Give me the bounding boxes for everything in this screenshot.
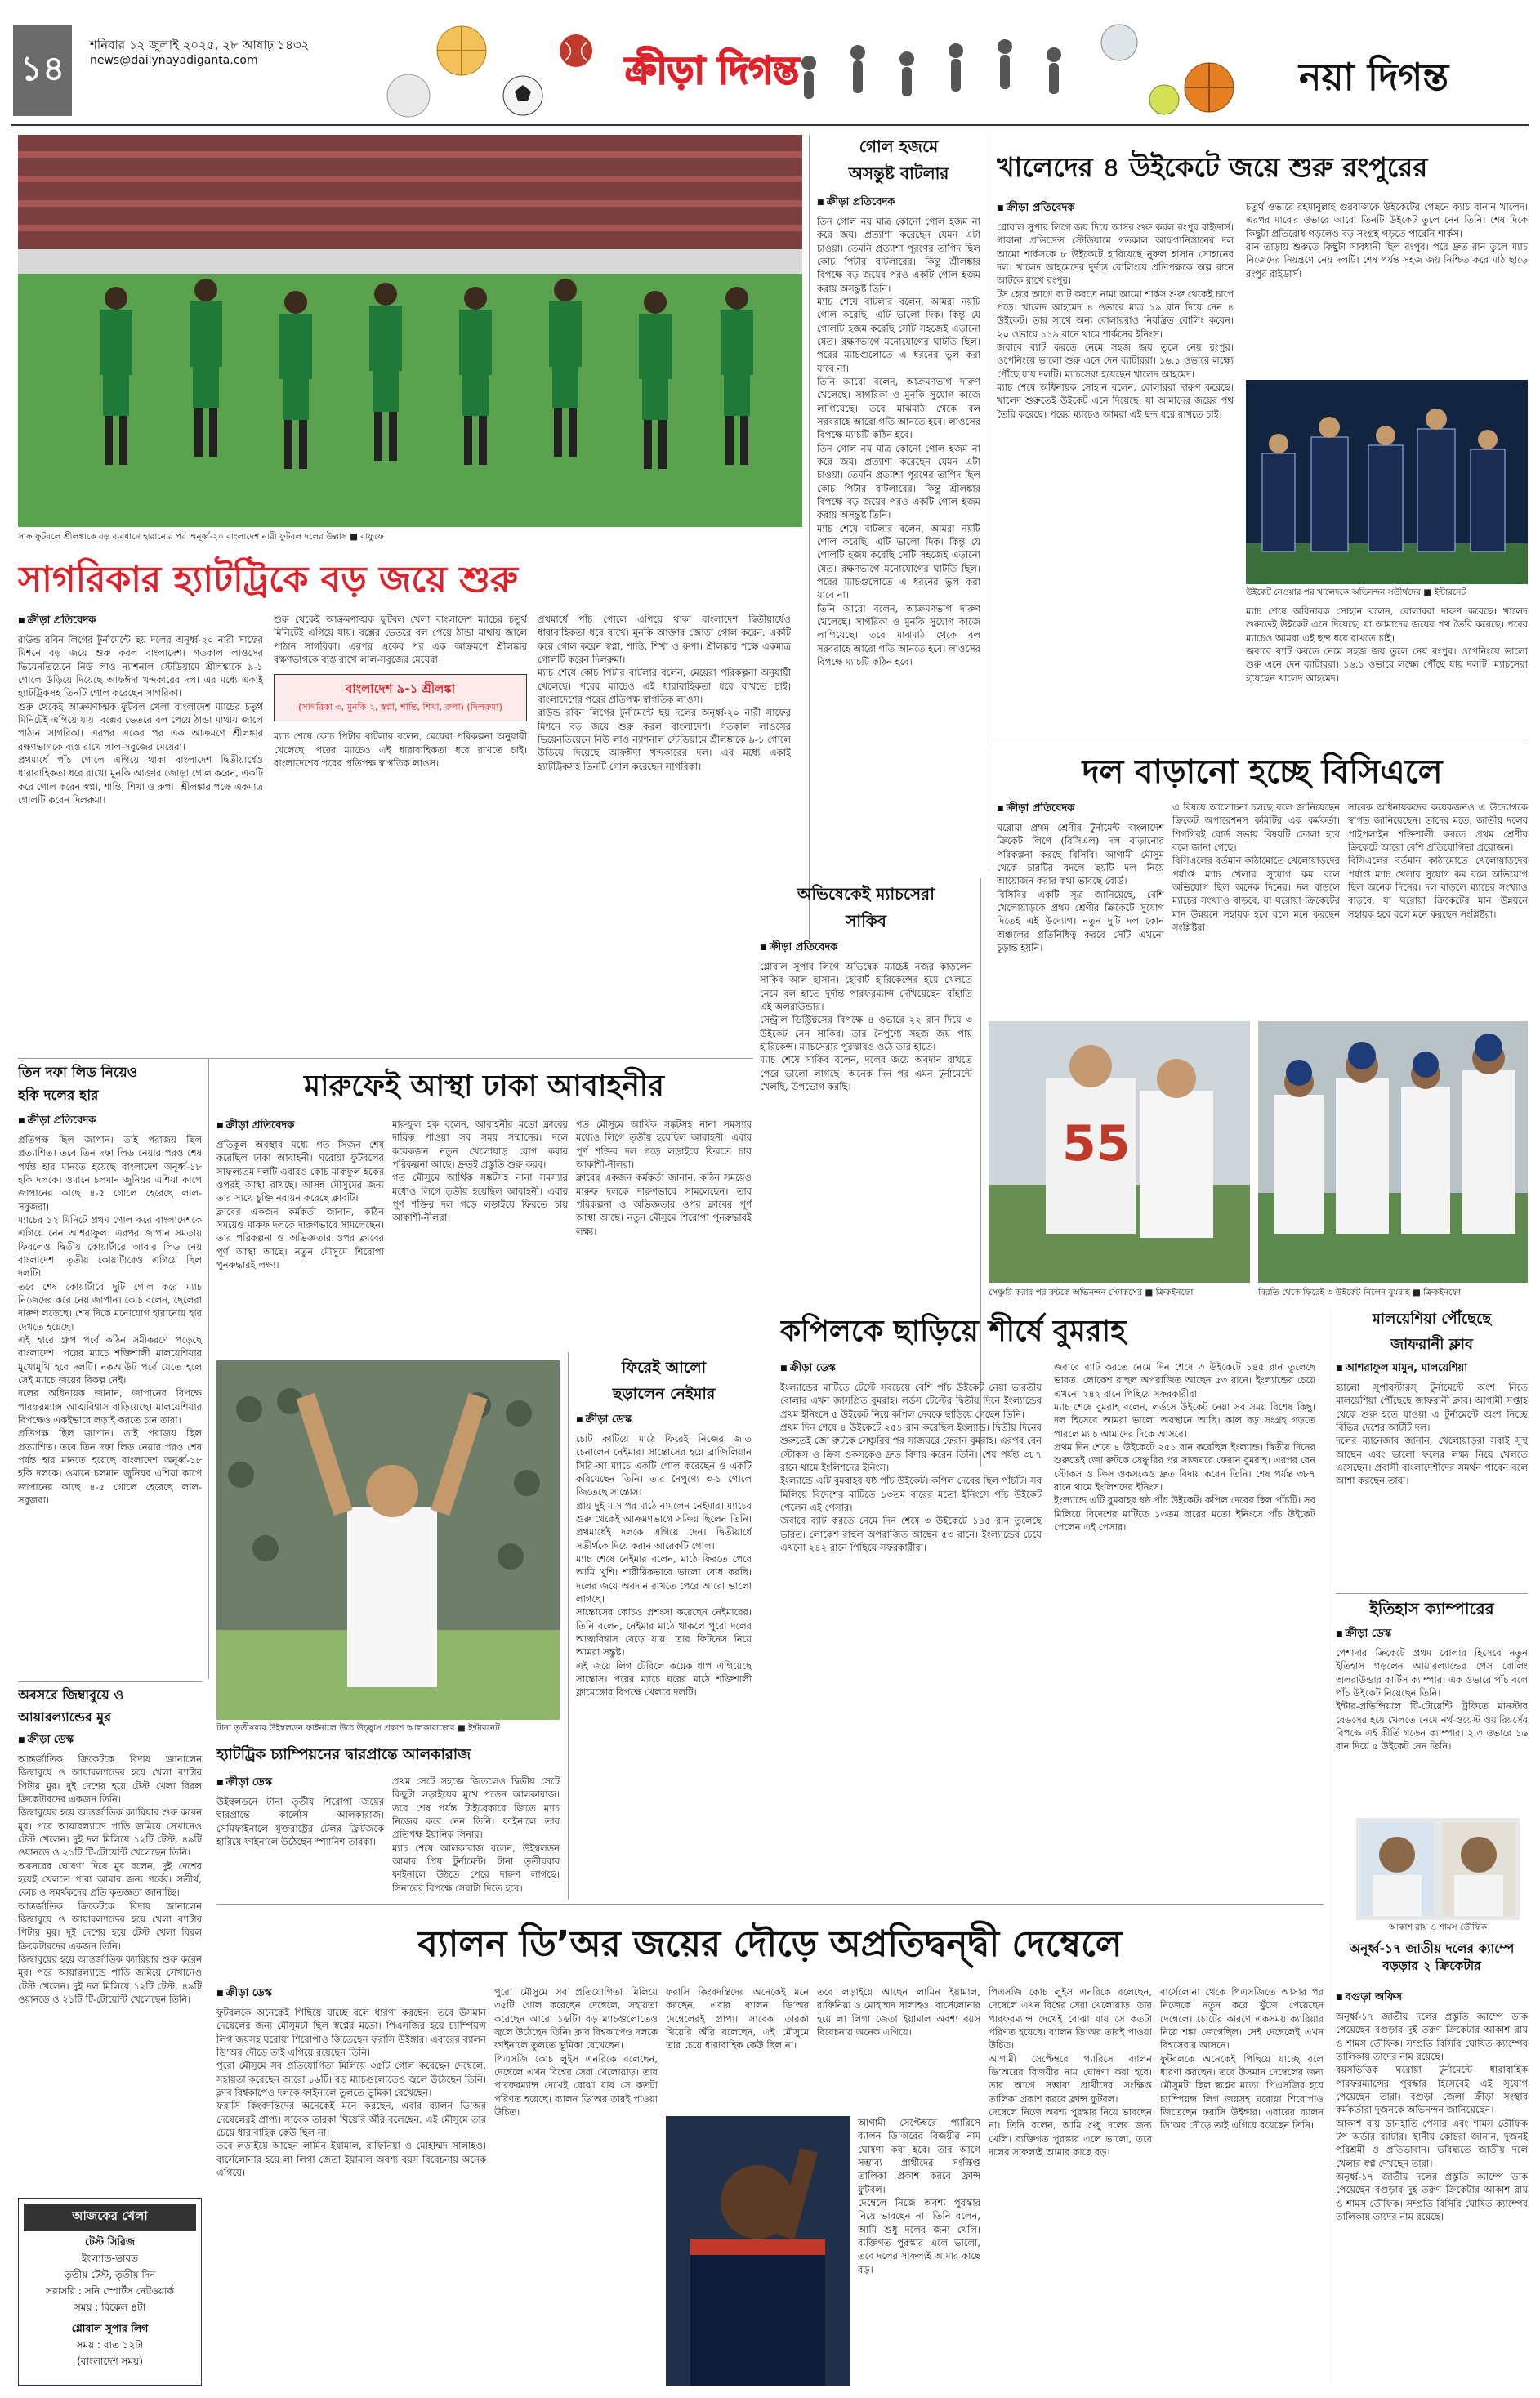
byline: ■ ক্রীড়া প্রতিবেদক [760, 940, 972, 957]
website-link[interactable]: news@dailynayadiganta.com [90, 54, 258, 67]
caption-text: সাফ ফুটবলে শ্রীলঙ্কাকে বড় ব্যবধানে হারানোর পর অনূর্ধ্ব-২০ বাংলাদেশ নারী ফুটবল দলের উল্লাস [18, 532, 347, 542]
bumrah-col-1 [780, 1360, 1042, 1777]
article-paragraph: তিনি আরো বলেন, আক্রমণভাগ দারুণ খেলেছে। সাগরিকা ও মুনকি সুযোগ কাজে লাগিয়েছে। তবে মাঝমাঠ থেকে বল সরবরাহে আরো গতি আনতে হবে। লাওসের বিপক্ষে ম্যাচটি কঠিন হবে। [817, 375, 980, 441]
test-photo-left-caption [989, 1287, 1250, 1300]
sagarika-col-3 [538, 613, 791, 1054]
section-title: ক্রীড়া দিগন্ত [625, 48, 799, 92]
bcl-col-2 [1172, 801, 1340, 1013]
section-divider [216, 1904, 1324, 1905]
sports-collage-icon [384, 18, 1266, 120]
article-paragraph: প্রথমার্ধে পাঁচ গোলে এগিয়ে থাকা বাংলাদেশ দ্বিতীয়ার্ধেও ধারাবাহিকতা ধরে রাখে। মুনকি আক্তার জোড়া গোল করেন, একটি করে গোল করেন স্বপ্না, শান্তি, শিখা ও রুপা। শ্রীলঙ্কার পক্ষে একমাত্র গোলটি করেন দিলরুমা। [538, 614, 791, 665]
headline-line-2: ছড়ালেন নেইমার [612, 1385, 716, 1403]
article-paragraph: জিম্বাবুয়ের হয়ে আন্তর্জাতিক ক্যারিয়ার শুরু করেন মুর। পরে আয়ারল্যান্ডে পাড়ি জমিয়ে সেখানেও টেস্ট খেলেন। দুই দল মিলিয়ে ১২টি টেস্ট, ৪৯টি ওয়ানডে ও ২১টি টি-টোয়েন্টি খেলেছেন তিনি। [18, 1953, 202, 2005]
article-paragraph: ইন্টার-প্রভিন্সিয়াল টি-টোয়েন্টি ট্রফিতে মানস্টার রেডসের হয়ে খেলতে নেমে নর্থ-ওয়েস্ট ওয়ারিয়র্সের বিপক্ষে এই কীর্তি গড়েন ক্যাম্পার। ২.৩ ওভারে ১৬ রান দিয়ে ৫ উইকেট নেন তিনি। [1336, 1700, 1528, 1753]
article-paragraph: পুরো মৌসুমে সব প্রতিযোগিতা মিলিয়ে ৩৫টি গোল করেছেন দেম্বেলে, সহায়তা করেছেন আরো ১৬টি। বড় ম্যাচগুলোতেও জ্বলে উঠেছেন তিনি। ক্লাব বিশ্বকাপেও দলকে ফাইনালে তুলতে ভূমিকা রেখেছেন। [494, 1986, 658, 2052]
two-cricketers-photo [1356, 1818, 1520, 1920]
article-paragraph: এ বিষয়ে আলোচনা চলছে বলে জানিয়েছেন ক্রিকেট অপারেশনস কমিটির এক কর্মকর্তা। শিগগিরই বোর্ড সভায় বিষয়টি তোলা হবে বলে জানা গেছে। [1172, 802, 1340, 853]
article-paragraph: রান তাড়ায় শুরুতে কিছুটা সাবধানী ছিল রংপুর। পরে দ্রুত রান তুলে ম্যাচ নিজেদের নিয়ন্ত্রণে নেয় দলটি। শেষ পর্যন্ত সহজ জয় নিশ্চিত করে মাঠ ছাড়ে রংপুর রাইডার্স। [1246, 240, 1528, 279]
article-paragraph: অনূর্ধ্ব-১৭ জাতীয় দলের প্রস্তুতি ক্যাম্পে ডাক পেয়েছেন বগুড়ার দুই তরুণ ক্রিকেটার আকাশ রায় ও শামস তৌফিক। সম্প্রতি বিসিবি ঘোষিত ক্যাম্পের তালিকায় তাদের নাম রয়েছে। [1336, 2170, 1528, 2222]
caption-text: উইকেট নেওয়ার পর খালেদকে অভিনন্দন সতীর্থদের [1246, 587, 1421, 597]
headline-jafrani[interactable] [1336, 1307, 1528, 1356]
article-paragraph: আগামী সেপ্টেম্বরে প্যারিসে ব্যালন ডি’অরের বিজয়ীর নাম ঘোষণা করা হবে। তার আগে সম্ভাব্য প্রার্থীদের সংক্ষিপ্ত তালিকা প্রকাশ করবে ফ্রান্স ফুটবল। [858, 2117, 980, 2195]
article-paragraph: চোট কাটিয়ে মাঠে ফিরেই নিজের জাত চেনালেন নেইমার। সান্তোসের হয়ে ব্রাজিলিয়ান সিরি-আ ম্যাচে একটি গোল করেছেন ও একটি করিয়েছেন তিনি। তার নৈপুণ্যে ৩-১ গোলে জিতেছে সান্তোস। [576, 1433, 752, 1498]
root-stokes-photo [989, 1021, 1250, 1283]
headline-line-1: অভিষেকেই ম্যাচসেরা [797, 884, 935, 904]
box-line: সময় : বিকেল ৪টা [74, 2302, 146, 2313]
bumrah-col-2 [1054, 1360, 1315, 1777]
article-paragraph: শুরু থেকেই আক্রমণাত্মক ফুটবল খেলা বাংলাদেশ ম্যাচের চতুর্থ মিনিটেই এগিয়ে যায়। বক্সের ভেতরে বল পেয়ে ঠান্ডা মাথায় জালে পাঠান সাগরিকা। এরপর একের পর এক আক্রমণে শ্রীলঙ্কার রক্ষণভাগকে ব্যস্ত রাখে লাল-সবুজের মেয়েরা। [18, 700, 263, 752]
sagarika-col-1 [18, 613, 263, 1054]
article-paragraph: ম্যাচ শেষে অধিনায়ক সোহান বলেন, বোলাররা দারুণ করেছে। খালেদ শুরুতেই উইকেট এনে দিয়েছে, যা আমাদের জয়ের পথ তৈরি করেছে। পরের ম্যাচেও আমরা এই ছন্দ ধরে রাখতে চাই। [1246, 605, 1528, 644]
article-paragraph: টস হেরে আগে ব্যাট করতে নামা আমো শার্কস শুরু থেকেই চাপে পড়ে। খালেদ আহমেদ ৪ ওভারে মাত্র ১৯ রান দিয়ে নেন ৪ উইকেট। তার সাথে অন্য বোলাররাও নিয়ন্ত্রিত বোলিং করেন। ২০ ওভারে ১১৯ রানে থামে শার্কসের ইনিংস। [997, 288, 1234, 340]
article-paragraph: আগামী সেপ্টেম্বরে প্যারিসে ব্যালন ডি’অরের বিজয়ীর নাম ঘোষণা করা হবে। তার আগে সম্ভাব্য প্রার্থীদের সংক্ষিপ্ত তালিকা প্রকাশ করবে ফ্রান্স ফুটবল। [989, 2052, 1152, 2105]
headline-text: খালেদের ৪ উইকেটে জয়ে শুরু রংপুরের [997, 151, 1428, 183]
headline-hockey[interactable] [18, 1062, 202, 1111]
dembele-col-2 [494, 1985, 658, 2386]
sakib-col [760, 940, 972, 1160]
article-paragraph: উইম্বলডনে টানা তৃতীয় শিরোপা জয়ের দ্বারপ্রান্তে কার্লোস আলকারাজ। সেমিফাইনালে যুক্তরাষ্ট্রের টেলর ফ্রিটজকে হারিয়ে ফাইনালে উঠেছেন স্প্যানিশ তারকা। [216, 1796, 384, 1847]
headline-line-1: তিন দফা লিড নিয়েও [18, 1065, 138, 1081]
photo-credit: ক্রিকইনফো [1155, 1288, 1194, 1297]
article-paragraph: ম্যাচ শেষে বাটলার বলেন, আমরা নয়টি গোল করেছি, এটি ভালো দিক। কিন্তু যে গোলটি হজম করেছি সেটি সহজেই এড়ানো যেত। রক্ষণভাগে মনোযোগের ঘাটতি ছিল। পরের ম্যাচগুলোতে এ ধরনের ভুল করা যাবে না। [817, 295, 980, 374]
bcl-col-3 [1348, 801, 1528, 1013]
article-paragraph: ক্লাবের একজন কর্মকর্তা জানান, কঠিন সময়েও মারুফ দলকে দারুণভাবে সামলেছেন। তার পরিকল্পনা ও অভিজ্ঞতার ওপর ক্লাবের পূর্ণ আস্থা আছে। নতুন মৌসুমে শিরোপা পুনরুদ্ধারই লক্ষ্য। [216, 1205, 384, 1270]
article-paragraph: পেশাদার ক্রিকেটে প্রথম বোলার হিসেবে নতুন ইতিহাস গড়লেন আয়ারল্যান্ডের পেস বোলিং অলরাউন্ডার কার্টিস ক্যাম্পার। এক ওভারে পাঁচ বলে পাঁচ উইকেট নিয়েছেন তিনি। [1336, 1647, 1528, 1699]
byline: ■ ক্রীড়া ডেস্ক [1336, 1626, 1528, 1643]
article-paragraph: প্রতিপক্ষ ছিল জাপান। তাই পরাজয় ছিল প্রত্যাশিত। তবে তিন দফা লিড নেয়ার পরও শেষ পর্যন্ত হার মানতে হয়েছে বাংলাদেশ অনূর্ধ্ব-১৮ হকি দলকে। ওমানে চলমান জুনিয়র এশিয়া কাপে জাপানের কাছে ৪-৫ গোলে হেরেছে লাল-সবুজরা। [18, 1134, 202, 1212]
article-paragraph: ম্যাচ শেষে সাকিব বলেন, দলের জয়ে অবদান রাখতে পেরে ভালো লাগছে। অনেক দিন পর এমন টুর্নামেন্টে খেলছি, উপভোগ করছি। [760, 1054, 972, 1092]
article-paragraph: ম্যাচ শেষে আলকারাজ বলেন, উইম্বলডন আমার প্রিয় টুর্নামেন্ট। টানা তৃতীয়বার ফাইনালে উঠতে পেরে দারুণ লাগছে। সিনারের বিপক্ষে সেরাটা দিতে হবে। [392, 1842, 560, 1894]
byline-location: মালয়েশিয়া [1421, 1362, 1467, 1374]
article-paragraph: গত মৌসুমে আর্থিক সঙ্কটসহ নানা সমস্যার মধ্যেও লিগে তৃতীয় হয়েছিল আবাহনী। এবার পূর্ণ শক্তির দল গড়ে লড়াইয়ে ফিরতে চায় আকাশী-নীলরা। [392, 1172, 568, 1224]
article-paragraph: দলের ম্যানেজার জানান, খেলোয়াড়রা সবাই সুস্থ আছেন এবং ভালো ফলের লক্ষ্য নিয়ে খেলতে এসেছেন। প্রবাসী বাংলাদেশীদের সমর্থন পাবেন বলে আশা করছেন তারা। [1336, 1435, 1528, 1487]
article-paragraph: তবে লড়াইয়ে আছেন লামিন ইয়ামাল, রাফিনিয়া ও মোহাম্মদ সালাহও। বার্সেলোনার হয়ে লা লিগা জেতা ইয়ামাল অবশ্য বয়স বিবেচনায় অনেক এগিয়ে। [216, 2140, 486, 2178]
marufe-col-2 [392, 1118, 568, 1355]
article-paragraph: ম্যাচ শেষে কোচ পিটার বাটলার বলেন, মেয়েরা পরিকল্পনা অনুযায়ী খেলেছে। পরের ম্যাচেও এই ধারাবাহিকতা ধরে রাখতে চাই। বাংলাদেশের পরের প্রতিপক্ষ স্বাগতিক লাওস। [538, 667, 791, 705]
photo-credit: ইন্টারনেট [468, 1723, 500, 1733]
score-box [274, 674, 527, 721]
article-paragraph: রাউন্ড রবিন লিগের টুর্নামেন্টে ছয় দলের অনূর্ধ্ব-২০ নারী সাফের মিশনে বড় জয়ে শুরু করল বাংলাদেশ। গতকাল লাওসের ভিয়েনতিয়েনে নিউ লাও ন্যাশনাল স্টেডিয়ামে শ্রীলঙ্কাকে ৯-১ গোলে উড়িয়ে দিয়েছে আফঈদা খন্দকারের দল। এর মধ্যে একাই হ্যাটট্রিকসহ তিনটি গোল করেছেন সাগরিকা। [18, 634, 263, 699]
top-photo-caption [18, 531, 802, 546]
football-team-photo [18, 135, 802, 527]
headline-itihas[interactable] [1336, 1597, 1528, 1625]
caption-text: টানা তৃতীয়বার উইম্বলডন ফাইনালে উঠে উচ্ছ্বাস প্রকাশ আলকারাজের [216, 1723, 455, 1733]
camera-icon: ■ [1423, 587, 1435, 597]
byline: ■ বগুড়া অফিস [1336, 1989, 1528, 2007]
rangpur-photo-caption [1246, 587, 1528, 600]
test-photo-left [989, 1021, 1250, 1283]
article-paragraph: আন্তর্জাতিক ক্রিকেটকে বিদায় জানালেন জিম্বাবুয়ে ও আয়ারল্যান্ডের হয়ে খেলা ব্যাটার পিটার মুর। দুই দেশের হয়ে টেস্ট খেলা বিরল ক্রিকেটারদের একজন তিনি। [18, 1753, 202, 1805]
caption-text: বিরতি থেকে ফিরেই ৩ উইকেট নিলেন বুমরাহ [1258, 1288, 1410, 1297]
article-paragraph: জবাবে ব্যাট করতে নেমে সহজ জয় তুলে নেয় রংপুর। ওপেনিংয়ে ভালো শুরু এনে দেন ব্যাটাররা। ১৬.১ ওভারে লক্ষ্যে পৌঁছে যায় দলটি। ম্যাচসেরা হয়েছেন খালেদ আহমেদ। [1246, 645, 1528, 684]
article-paragraph: ইংল্যান্ডে এটি বুমরাহর ষষ্ঠ পাঁচ উইকেট। কপিল দেবের ছিল পাঁচটি। সব মিলিয়ে বিদেশের মাটিতে ১৩তম বারের মতো ইনিংসে পাঁচ উইকেট পেলেন এই পেসার। [780, 1475, 1042, 1513]
article-paragraph: তিন গোল নয় মাত্র কোনো গোল হজম না করে জয়। প্রত্যাশা করেছেন যেমন এটা চাওয়া। তেমনি প্রত্যাশা পূরণের তাগিদ ছিল কোচ পিটার বাটলারের। কিন্তু শ্রীলঙ্কার বিপক্ষে বড় জয়ের পরও একটি গোল হজম করায় অসন্তুষ্ট তিনি। [817, 216, 980, 294]
headline-bumrah[interactable] [780, 1307, 1324, 1356]
article-paragraph: প্রথম দিন শেষে ৪ উইকেটে ২৫১ রান করেছিল ইংল্যান্ড। দ্বিতীয় দিনের শুরুতেই জো রুটকে সেঞ্চুরির পর সাজঘরে ফেরান বুমরাহ। এরপর বেন স্টোকস ও ক্রিস ওকসকেও দ্রুত বিদায় করেন তিনি। শেষ পর্যন্ত ৩৮৭ রানে থামে ইংলিশদের ইনিংস। [1054, 1440, 1315, 1493]
marufe-col-3 [576, 1118, 752, 1355]
headline-bcl[interactable] [997, 748, 1528, 797]
headline-text: মারুফেই আস্থা ঢাকা আবাহনীর [304, 1069, 664, 1103]
article-paragraph: বয়সভিত্তিক ঘরোয়া টুর্নামেন্টে ধারাবাহিক পারফরম্যান্সের পুরস্কার হিসেবেই এই সুযোগ পেয়েছেন তারা। বগুড়া জেলা ক্রীড়া সংস্থার কর্মকর্তারা দুজনকে অভিনন্দন জানিয়েছেন। [1336, 2064, 1528, 2116]
article-paragraph: ম্যাচের ১২ মিনিটে প্রথম গোল করে বাংলাদেশকে এগিয়ে নেন আশরাফুল। এরপর জাপান সমতায় ফিরলেও দ্বিতীয় কোয়ার্টারে আবার লিড নেয় বাংলাদেশ। তৃতীয় কোয়ার্টারেও এগিয়ে ছিল দলটি। [18, 1213, 202, 1279]
headline-neymar[interactable] [576, 1356, 752, 1409]
box-line: ইংল্যান্ড-ভারত [81, 2253, 139, 2264]
box-line: সরাসরি : সনি স্পোর্টস নেটওয়ার্ক [46, 2285, 174, 2297]
byline: ■ ক্রীড়া প্রতিবেদক [997, 200, 1234, 217]
byline: ■ ক্রীড়া ডেস্ক [216, 1985, 486, 2003]
article-paragraph: গত মৌসুমে আর্থিক সঙ্কটসহ নানা সমস্যার মধ্যেও লিগে তৃতীয় হয়েছিল আবাহনী। এবার পূর্ণ শক্তির দল গড়ে লড়াইয়ে ফিরতে চায় আকাশী-নীলরা। [576, 1119, 752, 1170]
headline-text: অনূর্ধ্ব-১৭ জাতীয় দলের ক্যাম্পে বড়ড়ার ২ ক্রিকেটার [1349, 1941, 1515, 1973]
article-paragraph: বিসিবির একটি সূত্র জানিয়েছে, বেশি খেলোয়াড়কে প্রথম শ্রেণীর ক্রিকেটে সুযোগ দিতেই এই উদ্যোগ। নতুন দুটি দল কোন অঞ্চলের প্রতিনিধিত্ব করবে সেটি এখনো চূড়ান্ত হয়নি। [997, 888, 1164, 953]
headline-rangpur[interactable] [997, 143, 1528, 192]
u17-photo [1356, 1818, 1520, 1920]
jafrani-col [1336, 1360, 1528, 1589]
scorers-line: (সাগরিকা ৩, মুনকি ২, স্বপ্না, শান্তি, শিখা, রুপা) (দিলরুমা) [298, 702, 502, 713]
headline-line-2: জাফরানী ক্লাব [1390, 1336, 1474, 1353]
article-paragraph: দেম্বেলে নিজে অবশ্য পুরস্কার নিয়ে ভাবছেন না। তিনি বলেন, আমি শুধু দলের জন্য খেলি। ব্যক্তিগত পুরস্কার এলে ভালো, তবে দলের সাফল্যই আমার কাছে বড়। [989, 2106, 1152, 2158]
headline-butler[interactable] [817, 135, 980, 192]
article-paragraph: বিসিএলের বর্তমান কাঠামোতে খেলোয়াড়দের পর্যাপ্ত ম্যাচ খেলার সুযোগ কম বলে অভিযোগ ছিল অনেক দিনের। দল বাড়লে ম্যাচের সংখ্যাও বাড়বে, যা ঘরোয়া ক্রিকেটের মান উন্নয়নে সহায়ক হবে বলে মনে করছেন সংশ্লিষ্টরা। [1348, 855, 1528, 920]
article-paragraph: রাউন্ড রবিন লিগের টুর্নামেন্টে ছয় দলের অনূর্ধ্ব-২০ নারী সাফের মিশনে বড় জয়ে শুরু করল বাংলাদেশ। গতকাল লাওসের ভিয়েনতিয়েনে নিউ লাও ন্যাশনাল স্টেডিয়ামে শ্রীলঙ্কাকে ৯-১ গোলে উড়িয়ে দিয়েছে আফঈদা খন্দকারের দল। এর মধ্যে একাই হ্যাটট্রিকসহ তিনটি গোল করেছেন সাগরিকা। [538, 707, 791, 772]
top-photo-football [18, 135, 802, 527]
article-paragraph: বিসিএলের বর্তমান কাঠামোতে খেলোয়াড়দের পর্যাপ্ত ম্যাচ খেলার সুযোগ কম বলে অভিযোগ ছিল অনেক দিনের। দল বাড়লে ম্যাচের সংখ্যাও বাড়বে, যা ঘরোয়া ক্রিকেটের মান উন্নয়নে সহায়ক হবে বলে মনে করছেন সংশ্লিষ্টরা। [1172, 855, 1340, 933]
camera-icon: ■ [1412, 1288, 1424, 1297]
headline-text: ইতিহাস ক্যাম্পারের [1369, 1599, 1494, 1619]
headline-line-1: অবসরে জিম্বাবুয়ে ও [18, 1687, 124, 1703]
article-paragraph: সান্তোসের কোচও প্রশংসা করেছেন নেইমারের। তিনি বলেন, নেইমার মাঠে থাকলে পুরো দলের আত্মবিশ্বাস বেড়ে যায়। তার ফিটনেস নিয়ে আমরা সন্তুষ্ট। [576, 1606, 752, 1659]
article-paragraph: তবে লড়াইয়ে আছেন লামিন ইয়ামাল, রাফিনিয়া ও মোহাম্মদ সালাহও। বার্সেলোনার হয়ে লা লিগা জেতা ইয়ামাল অবশ্য বয়স বিবেচনায় অনেক এগিয়ে। [817, 1986, 980, 2038]
article-paragraph: জিম্বাবুয়ের হয়ে আন্তর্জাতিক ক্যারিয়ার শুরু করেন মুর। পরে আয়ারল্যান্ডে পাড়ি জমিয়ে সেখানেও টেস্ট খেলেন। দুই দল মিলিয়ে ১২টি টেস্ট, ৪৯টি ওয়ানডে ও ২১টি টি-টোয়েন্টি খেলেছেন তিনি। [18, 1806, 202, 1859]
headline-sakib[interactable] [760, 882, 972, 940]
dembele-photo-image [666, 2116, 850, 2386]
dembele-col-7 [1160, 1985, 1324, 2386]
article-paragraph: প্রতিপক্ষ ছিল জাপান। তাই পরাজয় ছিল প্রত্যাশিত। তবে তিন দফা লিড নেয়ার পরও শেষ পর্যন্ত হার মানতে হয়েছে বাংলাদেশ অনূর্ধ্ব-১৮ হকি দলকে। ওমানে চলমান জুনিয়র এশিয়া কাপে জাপানের কাছে ৪-৫ গোলে হেরেছে লাল-সবুজরা। [18, 1427, 202, 1506]
dembele-col-6 [989, 1985, 1152, 2386]
headline-line-1: গোল হজমে [859, 136, 939, 156]
caption-text: সেঞ্চুরি করার পর রুটকে অভিনন্দন স্টোকসের [989, 1288, 1143, 1297]
section-banner [384, 18, 1266, 120]
svg-text:55: 55 [1062, 1115, 1131, 1172]
byline: ■ ক্রীড়া ডেস্ক [216, 1775, 384, 1792]
article-paragraph: প্রথমার্ধে পাঁচ গোলে এগিয়ে থাকা বাংলাদেশ দ্বিতীয়ার্ধেও ধারাবাহিকতা ধরে রাখে। মুনকি আক্তার জোড়া গোল করেন, একটি করে গোল করেন স্বপ্না, শান্তি, শিখা ও রুপা। শ্রীলঙ্কার পক্ষে একমাত্র গোলটি করেন দিলরুমা। [18, 753, 263, 806]
article-paragraph: তবে শেষ কোয়ার্টারে দুটি গোল করে ম্যাচ নিজেদের করে নেয় জাপান। কোচ বলেন, ছেলেরা দারুণ লড়েছে। শেষ দিকে মনোযোগ হারানোয় হার দেখতে হয়েছে। [18, 1280, 202, 1333]
headline-text: দল বাড়ানো হচ্ছে বিসিএলে [1082, 753, 1443, 791]
headline-text: হ্যাটট্রিক চ্যাম্পিয়নের দ্বারপ্রান্তে আলকারাজ [216, 1746, 471, 1763]
article-paragraph: ক্লাবের একজন কর্মকর্তা জানান, কঠিন সময়েও মারুফ দলকে দারুণভাবে সামলেছেন। তার পরিকল্পনা ও অভিজ্ঞতার ওপর ক্লাবের পূর্ণ আস্থা আছে। নতুন মৌসুমে শিরোপা পুনরুদ্ধারই লক্ষ্য। [576, 1172, 752, 1237]
headline-dembele[interactable] [216, 1912, 1324, 1977]
article-paragraph: শুরু থেকেই আক্রমণাত্মক ফুটবল খেলা বাংলাদেশ ম্যাচের চতুর্থ মিনিটেই এগিয়ে যায়। বক্সের ভেতরে বল পেয়ে ঠান্ডা মাথায় জালে পাঠান সাগরিকা। এরপর একের পর এক আক্রমণে শ্রীলঙ্কার রক্ষণভাগকে ব্যস্ত রাখে লাল-সবুজের মেয়েরা। [274, 614, 527, 665]
byline: ■ ক্রীড়া ডেস্ক [780, 1360, 1042, 1378]
headline-u17[interactable] [1336, 1940, 1528, 1986]
headline-line-2: আয়ারল্যান্ডের মুর [18, 1709, 111, 1725]
paper-logo: নয়া দিগন্ত [1299, 55, 1449, 99]
todays-games-box [18, 2198, 202, 2386]
alcaraz-photo-caption [216, 1722, 560, 1735]
rangpur-col-2 [1246, 200, 1528, 376]
article-paragraph: জবাবে ব্যাট করতে নেমে সহজ জয় তুলে নেয় রংপুর। ওপেনিংয়ে ভালো শুরু এনে দেন ব্যাটাররা। ১৬.১ ওভারে লক্ষ্যে পৌঁছে যায় দলটি। ম্যাচসেরা হয়েছেন খালেদ আহমেদ। [997, 341, 1234, 380]
camera-icon: ■ [350, 532, 361, 542]
article-paragraph: জবাবে ব্যাট করতে নেমে দিন শেষে ৩ উইকেটে ১৪৫ রান তুলেছে ভারত। লোকেশ রাহুল অপরাজিত আছেন ৫৩ রানে। ইংল্যান্ডের চেয়ে এখনো ২৪২ রানে পিছিয়ে সফরকারীরা। [1054, 1361, 1315, 1400]
byline: ■ ক্রীড়া প্রতিবেদক [216, 1118, 384, 1135]
article-paragraph: প্রথম দিন শেষে ৪ উইকেটে ২৫১ রান করেছিল ইংল্যান্ড। দ্বিতীয় দিনের শুরুতেই জো রুটকে সেঞ্চুরির পর সাজঘরে ফেরান বুমরাহ। এরপর বেন স্টোকস ও ক্রিস ওকসকেও দ্রুত বিদায় করেন তিনি। শেষ পর্যন্ত ৩৮৭ রানে থামে ইংলিশদের ইনিংস। [780, 1421, 1042, 1473]
article-paragraph: আকাশ রায় ডানহাতি পেসার এবং শামস তৌফিক টপ অর্ডার ব্যাটার। স্থানীয় কোচরা জানান, দুজনই পরিশ্রমী ও প্রতিভাবান। ভবিষ্যতে জাতীয় দলে খেলার স্বপ্ন দেখছেন তারা। [1336, 2117, 1528, 2169]
article-paragraph: প্রায় দুই মাস পর মাঠে নামলেন নেইমার। ম্যাচের শুরু থেকেই আক্রমণভাগে সক্রিয় ছিলেন তিনি। প্রথমার্ধেই দলকে এগিয়ে দেন। দ্বিতীয়ার্ধে সতীর্থকে দিয়ে করান আরেকটি গোল। [576, 1499, 752, 1552]
byline: ■ আশরাফুল মামুন, মালয়েশিয়া [1336, 1360, 1528, 1378]
dembele-col-3 [666, 1985, 809, 2116]
itihas-col [1336, 1626, 1528, 1806]
headline-line-2: হকি দলের হার [18, 1087, 99, 1104]
byline: ■ ক্রীড়া প্রতিবেদক [997, 801, 1164, 818]
article-paragraph: অনূর্ধ্ব-১৭ জাতীয় দলের প্রস্তুতি ক্যাম্পে ডাক পেয়েছেন বগুড়ার দুই তরুণ ক্রিকেটার আকাশ রায় ও শামস তৌফিক। সম্প্রতি বিসিবি ঘোষিত ক্যাম্পের তালিকায় তাদের নাম রয়েছে। [1336, 2011, 1528, 2062]
alcaraz-celebration-photo [216, 1360, 560, 1720]
test-photo-right [1258, 1021, 1528, 1283]
article-paragraph: ম্যাচ শেষে অধিনায়ক সোহান বলেন, বোলাররা দারুণ করেছে। খালেদ শুরুতেই উইকেট এনে দিয়েছে, যা আমাদের জয়ের পথ তৈরি করেছে। পরের ম্যাচেও আমরা এই ছন্দ ধরে রাখতে চাই। [997, 381, 1234, 420]
page-header [0, 0, 1540, 123]
article-paragraph: দেম্বেলে নিজে অবশ্য পুরস্কার নিয়ে ভাবছেন না। তিনি বলেন, আমি শুধু দলের জন্য খেলি। ব্যক্তিগত পুরস্কার এলে ভালো, তবে দলের সাফল্যই আমার কাছে বড়। [858, 2196, 980, 2275]
article-paragraph: এই হারে গ্রুপ পর্বে কঠিন সমীকরণে পড়েছে বাংলাদেশ। পরের ম্যাচে শক্তিশালী মালয়েশিয়ার মুখোমুখি হবে দলটি। নকআউট পর্বে যেতে হলে সেই ম্যাচে জয়ের বিকল্প নেই। [18, 1333, 202, 1386]
neymar-col-1 [576, 1412, 752, 1898]
byline: ■ ক্রীড়া প্রতিবেদক [18, 1113, 202, 1130]
dembele-col-4 [817, 1985, 980, 2116]
article-paragraph: ফরাসি কিংবদন্তিদের অনেকেই মনে করছেন, এবার ব্যালন ডি’অর দেম্বেলেরই প্রাপ্য। সাবেক তারকা থিয়েরি অঁরি বলেছেন, এই মৌসুমে তার চেয়ে ধারাবাহিক কেউ ছিল না। [666, 1986, 809, 2052]
article-paragraph: প্রতিকূল অবস্থার মধ্যে গত সিজন শেষ করেছিল ঢাকা আবাহনী। ঘরোয়া ফুটবলের সাফল্যতম দলটি এবারও কোচ মারুফুল হকের ওপরই আস্থা রাখছে। আসন্ন মৌসুমের জন্য তার সাথে চুক্তি নবায়ন করেছে ক্লাবটি। [216, 1139, 384, 1204]
article-paragraph: বার্সেলোনা থেকে পিএসজিতে আসার পর নিজেকে নতুন করে খুঁজে পেয়েছেন দেম্বেলে। চোটের কারণে একসময় ক্যারিয়ার নিয়ে শঙ্কা জেগেছিল। সেই দেম্বেলেই এখন বিশ্বসেরার আসনে। [1160, 1986, 1324, 2052]
article-paragraph: অবসরের ঘোষণা দিয়ে মুর বলেন, দুই দেশের হয়েই খেলতে পারা আমার জন্য গর্বের। সতীর্থ, কোচ ও সমর্থকদের প্রতি কৃতজ্ঞতা জানাচ্ছি। [18, 1860, 202, 1899]
article-paragraph: গ্লোবাল সুপার লিগে জয় দিয়ে আসর শুরু করল রংপুর রাইডার্স। গায়ানা প্রভিডেন্স স্টেডিয়ামে গতকাল আফগানিস্তানের দল আমো শার্কসকে ৮ উইকেটে হারিয়েছে নুরুল হাসান সোহানের দল। খালেদ আহমেদের দুর্দান্ত বোলিংয়ে প্রতিপক্ষকে অল্প রানে আটকে রাখে রংপুর। [997, 221, 1234, 287]
article-paragraph: ম্যাচ শেষে কোচ পিটার বাটলার বলেন, মেয়েরা পরিকল্পনা অনুযায়ী খেলেছে। পরের ম্যাচেও এই ধারাবাহিকতা ধরে রাখতে চাই। বাংলাদেশের পরের প্রতিপক্ষ স্বাগতিক লাওস। [274, 730, 527, 769]
article-paragraph: এই জয়ে লিগ টেবিলে কয়েক ধাপ এগিয়েছে সান্তোস। পরের ম্যাচে ঘরের মাঠে শক্তিশালী ফ্লামেঙ্গোর বিপক্ষে খেলবে দলটি। [576, 1659, 752, 1699]
bcl-col-1 [997, 801, 1164, 1013]
box-line: গ্লোবাল সুপার লিগ [71, 2322, 149, 2334]
dembele-photo [666, 2116, 850, 2386]
rangpur-col-1 [997, 200, 1234, 739]
byline: ■ ক্রীড়া প্রতিবেদক [817, 194, 980, 212]
article-paragraph: জবাবে ব্যাট করতে নেমে দিন শেষে ৩ উইকেটে ১৪৫ রান তুলেছে ভারত। লোকেশ রাহুল অপরাজিত আছেন ৫৩ রানে। ইংল্যান্ডের চেয়ে এখনো ২৪২ রানে পিছিয়ে সফরকারীরা। [780, 1515, 1042, 1553]
headline-text: কপিলকে ছাড়িয়ে শীর্ষে বুমরাহ [780, 1315, 1127, 1348]
headline-text: সাগরিকার হ্যাটট্রিকে বড় জয়ে শুরু [18, 559, 518, 601]
article-paragraph: পিএসজি কোচ লুইস এনরিকে বলেছেন, দেম্বেলে এখন বিশ্বের সেরা খেলোয়াড়। তার পারফরম্যান্স দেখেই বোঝা যায় সে কতটা পরিণত হয়েছে। ব্যালন ডি’অর তারই পাওয়া উচিত। [494, 2052, 658, 2118]
box-line: টেস্ট সিরিজ [84, 2235, 136, 2248]
header-divider [11, 124, 1529, 126]
section-divider [18, 1058, 753, 1059]
headline-sagarika[interactable] [18, 556, 802, 605]
article-paragraph: ফুটবলকে অনেকেই পিছিয়ে যাচ্ছে বলে ধারণা করছেন। তবে উসমান দেম্বেলের জন্য মৌসুমটা ছিল স্বপ্নের মতো। পিএসজির হয়ে চ্যাম্পিয়ন্স লিগ জয়সহ ঘরোয়া শিরোপাও জিতেছেন ফরাসি উইঙ্গার। এবারের ব্যালন ডি’অর দৌড়ে তাই এগিয়ে রয়েছেন তিনি। [1160, 2052, 1324, 2132]
article-paragraph: ম্যাচ শেষে বুমরাহ বলেন, লর্ডসে উইকেট নেয়া সব সময় বিশেষ কিছু। দল হিসেবে আমরা ভালো অবস্থানে আছি। কাল বড় সংগ্রহ গড়তে পারলে ম্যাচ আমাদের দিকে আসবে। [1054, 1400, 1315, 1440]
article-paragraph: হ্যালো সুপারস্টারস্‌ টুর্নামেন্টে অংশ নিতে মালয়েশিয়া পৌঁছেছে জাফরানী ক্লাব। আগামী সপ্তাহ থেকে শুরু হতে যাওয়া এ টুর্নামেন্টে অংশ নিচ্ছে বিভিন্ন দেশের আটটি দল। [1336, 1382, 1528, 1433]
byline: ■ ক্রীড়া ডেস্ক [18, 1732, 202, 1749]
headline-line-2: অসন্তুষ্ট বাটলার [848, 163, 949, 183]
photo-credit: ইন্টারনেট [1434, 587, 1466, 597]
cricket-celebration-photo [1246, 380, 1528, 584]
headline-line-2: সাকিব [846, 911, 886, 931]
article-paragraph: দলের অধিনায়ক জানান, জাপানের বিপক্ষে পারফরম্যান্স আত্মবিশ্বাস বাড়িয়েছে। মালয়েশিয়ার বিপক্ষেও একইভাবে লড়াই করতে চান তারা। [18, 1387, 202, 1426]
todays-games-title: আজকের খেলা [24, 2204, 196, 2231]
headline-zim[interactable] [18, 1685, 202, 1730]
section-divider [1336, 1593, 1528, 1594]
photo-credit: বাফুফে [360, 532, 384, 542]
alcaraz-col-2 [392, 1775, 560, 1897]
article-paragraph: চতুর্থ ওভারে রহমানুল্লাহ গুরবাজকে উইকেটের পেছনে ক্যাচ বানান খালেদ। এরপর মাঝের ওভারে আরো তিনটি উইকেট তুলে নেন তিনি। শেষ দিকে কিছুটা প্রতিরোধ গড়লেও বড় সংগ্রহ গড়তে পারেনি শার্কস। [1246, 201, 1528, 239]
date-line: শনিবার ১২ জুলাই ২০২৫, ২৮ আষাঢ় ১৪৩২ [90, 38, 310, 52]
article-paragraph: ম্যাচ শেষে বাটলার বলেন, আমরা নয়টি গোল করেছি, এটি ভালো দিক। কিন্তু যে গোলটি হজম করেছি সেটি সহজেই এড়ানো যেত। রক্ষণভাগে মনোযোগের ঘাটতি ছিল। পরের ম্যাচগুলোতে এ ধরনের ভুল করা যাবে না। [817, 522, 980, 601]
article-paragraph: ইংল্যান্ডের মাটিতে টেস্টে সবচেয়ে বেশি পাঁচ উইকেট নেয়া ভারতীয় বোলার এখন জাসপ্রিত বুমরাহ। লর্ডস টেস্টের দ্বিতীয় দিনে ইংল্যান্ডের প্রথম ইনিংসে ৫ উইকেট নিয়ে কপিল দেবকে ছাড়িয়ে গেছেন তিনি। [780, 1382, 1042, 1420]
article-paragraph: ফুটবলকে অনেকেই পিছিয়ে যাচ্ছে বলে ধারণা করছেন। তবে উসমান দেম্বেলের জন্য মৌসুমটা ছিল স্বপ্নের মতো। পিএসজির হয়ে চ্যাম্পিয়ন্স লিগ জয়সহ ঘরোয়া শিরোপাও জিতেছেন ফরাসি উইঙ্গার। এবারের ব্যালন ডি’অর দৌড়ে তাই এগিয়ে রয়েছেন তিনি। [216, 2007, 486, 2058]
camera-icon: ■ [1145, 1288, 1156, 1297]
byline: ■ ক্রীড়া প্রতিবেদক [18, 613, 263, 630]
caption-text: আকাশ রায় ও শামস তৌফিক [1388, 1922, 1488, 1932]
zim-col [18, 1732, 202, 2190]
rangpur-photo [1246, 380, 1528, 584]
box-line: তৃতীয় টেস্ট, তৃতীয় দিন [64, 2269, 156, 2280]
dembele-col-1 [216, 1985, 486, 2386]
headline-text: ব্যালন ডি’অর জয়ের দৌড়ে অপ্রতিদ্বন্দ্বী দেম্বেলে [417, 1923, 1123, 1965]
article-paragraph: তিন গোল নয় মাত্র কোনো গোল হজম না করে জয়। প্রত্যাশা করেছেন যেমন এটা চাওয়া। তেমনি প্রত্যাশা পূরণের তাগিদ ছিল কোচ পিটার বাটলারের। কিন্তু শ্রীলঙ্কার বিপক্ষে বড় জয়ের পরও একটি গোল হজম করায় অসন্তুষ্ট তিনি। [817, 442, 980, 521]
hockey-col [18, 1113, 202, 1677]
camera-icon: ■ [457, 1723, 469, 1733]
page-number: ১৪ [20, 47, 65, 88]
alcaraz-col-1 [216, 1775, 384, 1897]
u17-col [1336, 1989, 1528, 2386]
article-paragraph: সেন্ট্রাল ডিস্ট্রিক্টসের বিপক্ষে ৪ ওভারে ২২ রান দিয়ে ৩ উইকেট নেন সাকিব। তার নৈপুণ্যে সহজ জয় পায় হারিকেন্স। ম্যাচসেরার পুরস্কারও ওঠে তার হাতে। [760, 1014, 972, 1052]
headline-marufe[interactable] [216, 1062, 752, 1111]
bumrah-team-photo [1258, 1021, 1528, 1283]
page-number-badge [13, 25, 72, 116]
column-divider [568, 1352, 569, 1900]
article-paragraph: তিনি আরো বলেন, আক্রমণভাগ দারুণ খেলেছে। সাগরিকা ও মুনকি সুযোগ কাজে লাগিয়েছে। তবে মাঝমাঠ থেকে বল সরবরাহে আরো গতি আনতে হবে। লাওসের বিপক্ষে ম্যাচটি কঠিন হবে। [817, 602, 980, 668]
article-paragraph: ইংল্যান্ডে এটি বুমরাহর ষষ্ঠ পাঁচ উইকেট। কপিল দেবের ছিল পাঁচটি। সব মিলিয়ে বিদেশের মাটিতে ১৩তম বারের মতো ইনিংসে পাঁচ উইকেট পেলেন এই পেসার। [1054, 1494, 1315, 1533]
box-line: (বাংলাদেশ সময়) [77, 2356, 143, 2367]
article-paragraph: গ্লোবাল সুপার লিগে অভিষেক ম্যাচেই নজর কাড়লেন সাকিব আল হাসান। হোবার্ট হারিকেন্সের হয়ে খেলতে নেমে বল হাতে দুর্দান্ত পারফরম্যান্স দেখিয়েছেন বাঁহাতি এই অলরাউন্ডার। [760, 961, 972, 1012]
article-paragraph: আন্তর্জাতিক ক্রিকেটকে বিদায় জানালেন জিম্বাবুয়ে ও আয়ারল্যান্ডের হয়ে খেলা ব্যাটার পিটার মুর। দুই দেশের হয়ে টেস্ট খেলা বিরল ক্রিকেটারদের একজন তিনি। [18, 1900, 202, 1952]
article-paragraph: প্রথম সেটে সহজে জিতলেও দ্বিতীয় সেটে কিছুটা লড়াইয়ের মুখে পড়েন আলকারাজ। তবে শেষ পর্যন্ত টাইব্রেকারে জিতে ম্যাচ নিজের করে নেন তিনি। ফাইনালে তার প্রতিপক্ষ ইয়ানিক সিনার। [392, 1775, 560, 1841]
article-paragraph: পিএসজি কোচ লুইস এনরিকে বলেছেন, দেম্বেলে এখন বিশ্বের সেরা খেলোয়াড়। তার পারফরম্যান্স দেখেই বোঝা যায় সে কতটা পরিণত হয়েছে। ব্যালন ডি’অর তারই পাওয়া উচিত। [989, 1986, 1152, 2052]
sagarika-col-2 [274, 613, 527, 1054]
headline-line-1: ফিরেই আলো [621, 1359, 707, 1377]
alcaraz-photo [216, 1360, 560, 1720]
article-paragraph: ঘরোয়া প্রথম শ্রেণীর টুর্নামেন্ট বাংলাদেশ ক্রিকেট লিগে (বিসিএল) দল বাড়ানোর পরিকল্পনা করছে বিসিবি। আগামী মৌসুম থেকে চারটির বদলে ছয়টি দল নিয়ে আয়োজন করার কথা ভাবছে বোর্ড। [997, 822, 1164, 887]
headline-alcaraz[interactable] [216, 1739, 560, 1771]
box-line: সময় : রাত ১২টা [76, 2339, 144, 2351]
section-divider [18, 1681, 202, 1682]
article-paragraph: পুরো মৌসুমে সব প্রতিযোগিতা মিলিয়ে ৩৫টি গোল করেছেন দেম্বেলে, সহায়তা করেছেন আরো ১৬টি। বড় ম্যাচগুলোতেও জ্বলে উঠেছেন তিনি। ক্লাব বিশ্বকাপেও দলকে ফাইনালে তুলতে ভূমিকা রেখেছেন। [216, 2060, 486, 2098]
u17-photo-caption [1356, 1922, 1520, 1935]
byline-name: আশরাফুল মামুন [1345, 1362, 1414, 1374]
score-line: বাংলাদেশ ৯-১ শ্রীলঙ্কা [345, 681, 456, 697]
dembele-col-5 [858, 2116, 980, 2386]
article-paragraph: ফরাসি কিংবদন্তিদের অনেকেই মনে করছেন, এবার ব্যালন ডি’অর দেম্বেলেরই প্রাপ্য। সাবেক তারকা থিয়েরি অঁরি বলেছেন, এই মৌসুমে তার চেয়ে ধারাবাহিক কেউ ছিল না। [216, 2100, 486, 2138]
column-divider [208, 1058, 209, 1679]
test-photo-right-caption [1258, 1287, 1528, 1300]
photo-credit: ক্রিকইনফো [1423, 1288, 1462, 1297]
headline-line-1: মালয়েশিয়া পৌঁছেছে [1372, 1311, 1492, 1328]
article-paragraph: মারুফুল হক বলেন, আবাহনীর মতো ক্লাবের দায়িত্ব পাওয়া সব সময় সম্মানের। দলে কয়েকজন নতুন খেলোয়াড় যোগ করার পরিকল্পনা আছে। দ্রুতই প্রস্তুতি শুরু করব। [392, 1119, 568, 1170]
byline: ■ ক্রীড়া ডেস্ক [576, 1412, 752, 1429]
article-paragraph: ম্যাচ শেষে নেইমার বলেন, মাঠে ফিরতে পেরে আমি খুশি। শারীরিকভাবে ভালো বোধ করছি। দলের জয়ে অবদান রাখতে পেরে আরো ভালো লাগছে। [576, 1552, 752, 1605]
marufe-col-1 [216, 1118, 384, 1355]
article-paragraph: সাবেক অধিনায়কদের কয়েকজনও এ উদ্যোগকে স্বাগত জানিয়েছেন। তাদের মতে, জাতীয় দলের পাইপলাইন শক্তিশালী করতে প্রথম শ্রেণীর ক্রিকেটে আরো বেশি প্রতিযোগিতা প্রয়োজন। [1348, 802, 1528, 853]
rangpur-col-3 [1246, 605, 1528, 744]
